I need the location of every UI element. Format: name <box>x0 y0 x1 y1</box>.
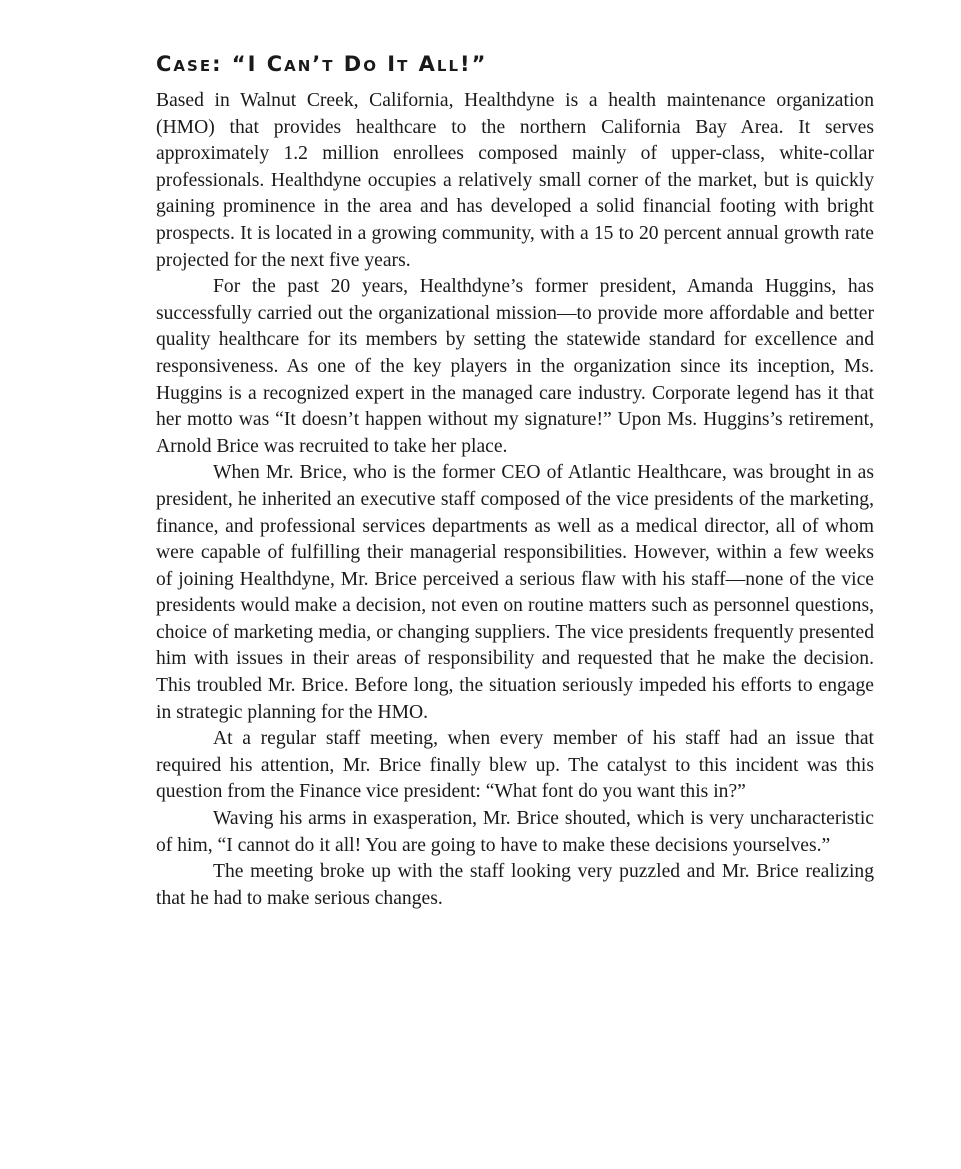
case-title: Case: “I Can’t Do It All!” <box>156 52 488 76</box>
paragraph-1: Based in Walnut Creek, California, Healthdyne is a health maintenance organization (HMO) that provides healthcare to the northern California Bay Area. It serves approximately 1.2 million enrollees composed mainly of upper-class, white-collar professionals. Healthdyne occupies a relatively small corner of the market, but is quickly gaining prominence in the area and has developed a solid financial footing with bright prospects. It is located in a growing community, with a 15 to 20 percent annual growth rate projected for the next five years. <box>156 90 874 271</box>
paragraph-3: When Mr. Brice, who is the former CEO of Atlantic Healthcare, was brought in as president, he inherited an executive staff composed of the vice presidents of the marketing, finance, and professional services departments as well as a medical director, all of whom were capable of fulfilling their managerial responsibilities. However, within a few weeks of joining Healthdyne, Mr. Brice perceived a serious flaw with his staff—none of the vice presidents would make a decision, not even on routine matters such as personnel questions, choice of marketing media, or changing suppliers. The vice presidents frequently presented him with issues in their areas of responsibility and requested that he make the decision. This troubled Mr. Brice. Before long, the situation seriously impeded his efforts to engage in strategic planning for the HMO. <box>156 462 874 723</box>
paragraph-2: For the past 20 years, Healthdyne’s former president, Amanda Huggins, has successfully carried out the organizational mission—to provide more affordable and better quality healthcare for its members by setting the statewide standard for excellence and responsiveness. As one of the key players in the organization since its inception, Ms. Huggins is a recognized expert in the managed care industry. Corporate legend has it that her motto was “It doesn’t happen without my signature!” Upon Ms. Huggins’s retirement, Arnold Brice was recruited to take her place. <box>156 276 874 457</box>
paragraph-6: The meeting broke up with the staff looking very puzzled and Mr. Brice realizing that he had to make serious changes. <box>156 861 874 909</box>
document-page <box>156 48 874 912</box>
paragraph-5: Waving his arms in exasperation, Mr. Brice shouted, which is very uncharacteristic of him, “I cannot do it all! You are going to have to make these decisions yourselves.” <box>156 808 874 856</box>
paragraph-4: At a regular staff meeting, when every member of his staff had an issue that required his attention, Mr. Brice finally blew up. The catalyst to this incident was this question from the Finance vice president: “What font do you want this in?” <box>156 728 874 803</box>
